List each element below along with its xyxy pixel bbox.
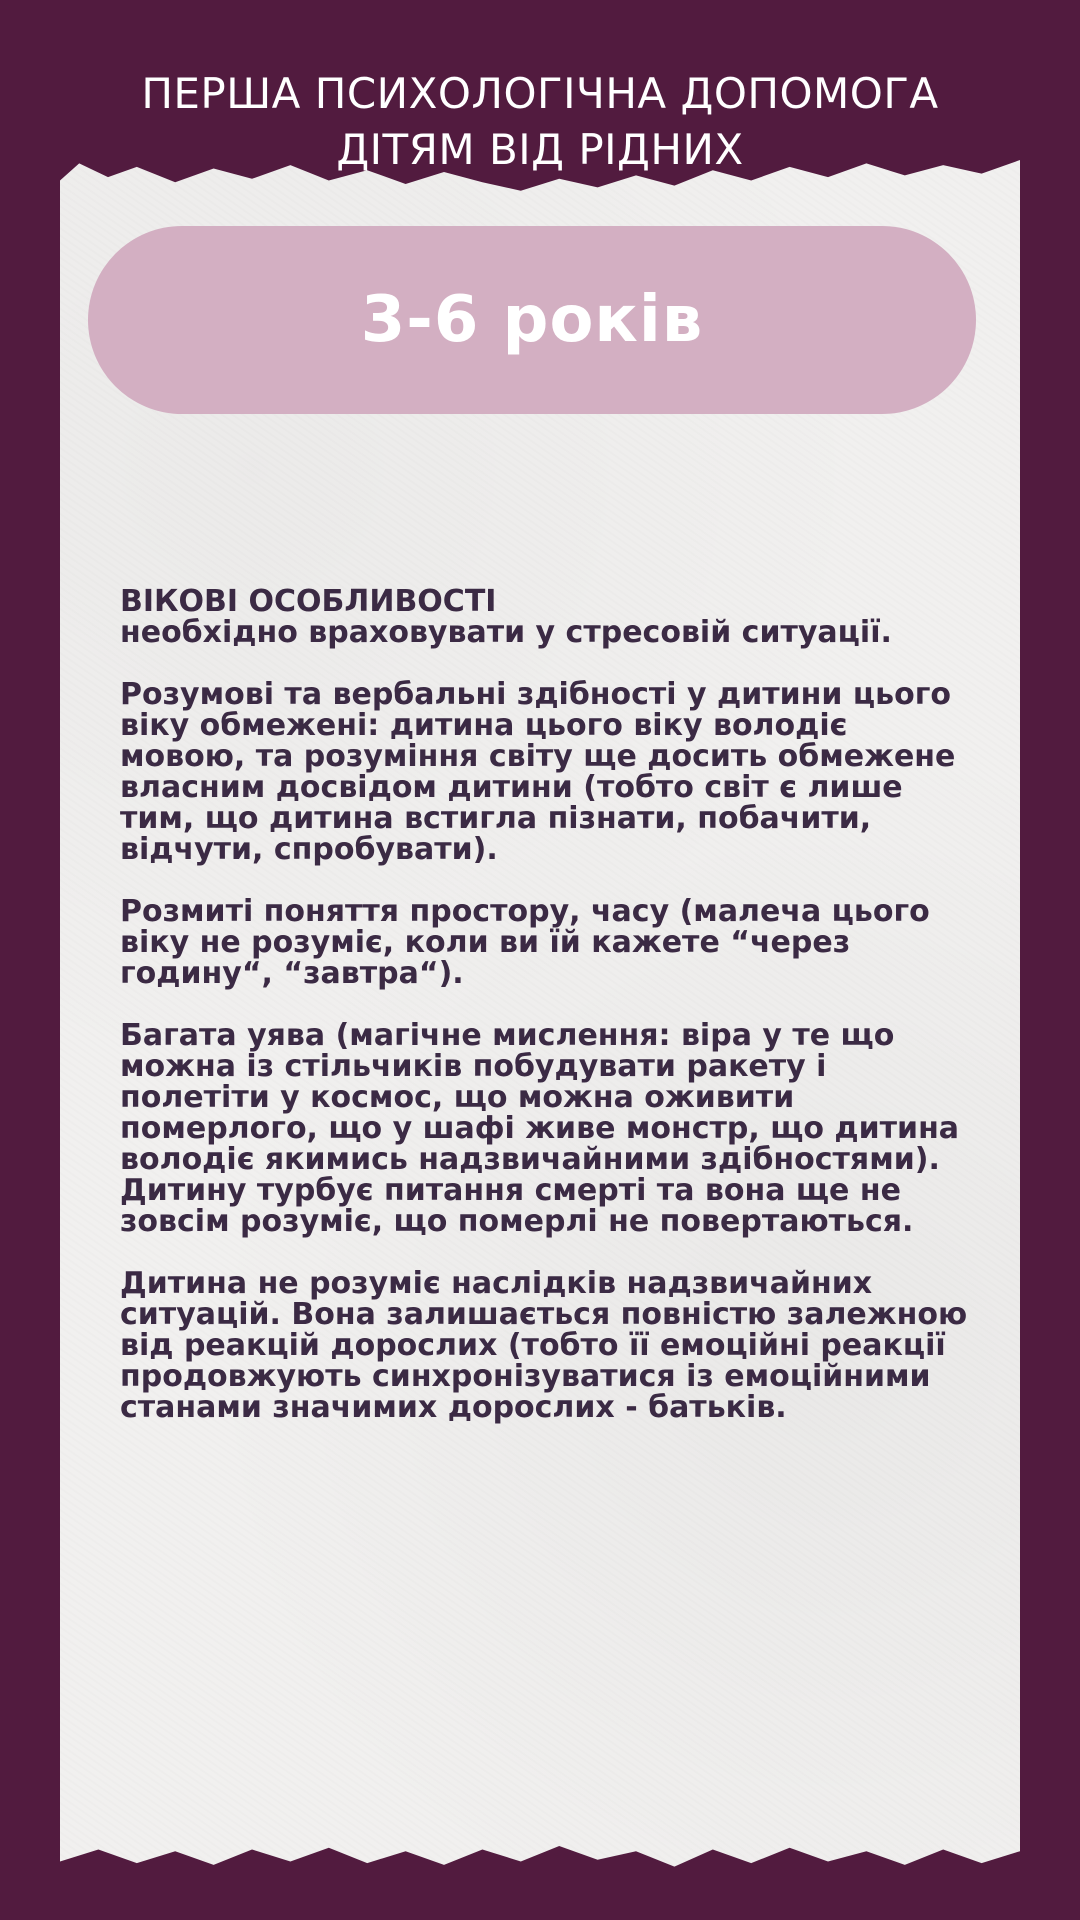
- content-body: [120, 586, 980, 1454]
- paragraph-emergency-dependence: Дитина не розуміє наслідків надзвичайних ситуацій. Вона залишається повністю залежною від реакцій дорослих (тобто її емоційні реакції продовжують синхронізуватися із емоційними станами значимих дорослих - батьків.: [120, 1266, 968, 1425]
- paragraph-space-time: Розмиті поняття простору, часу (малеча цього віку не розуміє, коли ви їй кажете “через годину“, “завтра“).: [120, 894, 930, 991]
- paragraph-verbal-abilities: Розумові та вербальні здібності у дитини цього віку обмежені: дитина цього віку володіє мовою, та розуміння світу ще досить обмежене власним досвідом дитини (тобто світ є лише тим, що дитина встигла пізнати, побачити, відчути, спробувати).: [120, 677, 956, 867]
- page-title: [0, 66, 1080, 178]
- section-heading-block: [120, 586, 980, 648]
- page-title-line-2: ДІТЯМ ВІД РІДНИХ: [336, 125, 744, 174]
- paragraph-imagination: Багата уява (магічне мислення: віра у те що можна із стільчиків побудувати ракету і полетіти у космос, що можна оживити померлого, що у шафі живе монстр, що дитина володіє якимись надзвичайними здібностями). Дитину турбує питання смерті та вона ще не зовсім розуміє, що померлі не повертаються.: [120, 1018, 960, 1239]
- page-title-line-1: ПЕРША ПСИХОЛОГІЧНА ДОПОМОГА: [141, 69, 939, 118]
- age-range-badge: [88, 226, 976, 414]
- section-subheading: необхідно враховувати у стресовій ситуації.: [120, 615, 892, 650]
- age-range-label: 3-6 років: [360, 283, 704, 357]
- section-heading: ВІКОВІ ОСОБЛИВОСТІ: [120, 584, 497, 619]
